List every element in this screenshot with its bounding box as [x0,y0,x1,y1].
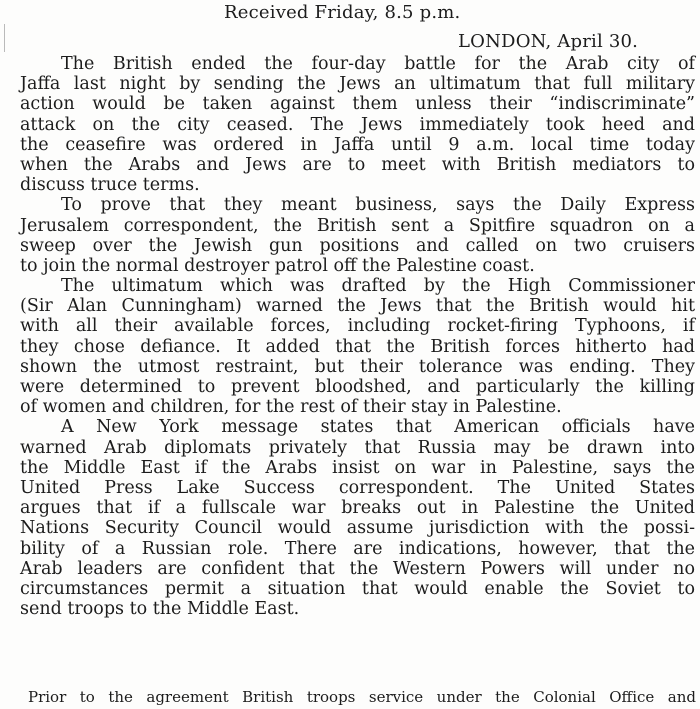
text-line: send troops to the Middle East. [20,599,300,620]
text-line: to join the normal destroyer patrol off the Palestine coast. [20,255,535,276]
text-line: Arab leaders are confident that the Western Powers will under no [20,558,695,579]
text-line: The British ended the four-day battle for the Arab city of [61,54,695,74]
text-line: argues that if a fullscale war breaks out in Palestine the United [20,498,695,519]
text-line: Jerusalem correspondent, the British sent a Spitfire squadron on a [20,215,695,236]
text-line: bility of a Russian role. There are indications, however, that the [20,538,695,559]
text-line: A New York message states that American officials have [61,417,695,438]
text-line: were determined to prevent bloodshed, and particularly the killing [20,377,695,397]
text-line: To prove that they meant business, says the Daily Express [61,195,695,216]
text-line: of women and children, for the rest of their stay in Palestine. [20,397,562,418]
text-line: Nations Security Council would assume jurisdiction with the possi- [20,518,695,539]
text-line: (Sir Alan Cunningham) warned the Jews that the British would hit [20,296,695,317]
next-column-fragment: Prior to the agreement British troops service under the Colonial Office and [28,688,696,706]
text-line: they chose defiance. It added that the British forces hitherto had [20,336,695,357]
text-line: circumstances permit a situation that would enable the Soviet to [20,578,695,599]
text-line: attack on the city ceased. The Jews immediately took heed and [20,114,695,135]
text-line: The ultimatum which was drafted by the High Commissioner [61,276,695,297]
text-line: Jaffa last night by sending the Jews an ultimatum that full military [20,74,695,95]
text-line: the Middle East if the Arabs insist on war in Palestine, says the [20,457,695,478]
dateline: LONDON, April 30. [458,31,639,52]
text-line: sweep over the Jewish gun positions and called on two cruisers [20,235,695,256]
received-time: Received Friday, 8.5 p.m. [224,2,461,23]
text-line: shown the utmost restraint, but their tolerance was ending. They [20,356,695,377]
text-line: warned Arab diplomats privately that Russia may be drawn into [20,437,695,458]
margin-rule [4,24,8,52]
text-line: discuss truce terms. [20,175,200,196]
text-line: when the Arabs and Jews are to meet with British mediators to [20,154,695,175]
article-body [20,54,695,619]
text-line: the ceasefire was ordered in Jaffa until 9 a.m. local time today [20,134,695,155]
text-line: action would be taken against them unless their “indiscriminate” [20,94,695,115]
text-line: United Press Lake Success correspondent. The United States [20,477,695,498]
text-line: with all their available forces, including rocket-firing Typhoons, if [20,316,695,337]
